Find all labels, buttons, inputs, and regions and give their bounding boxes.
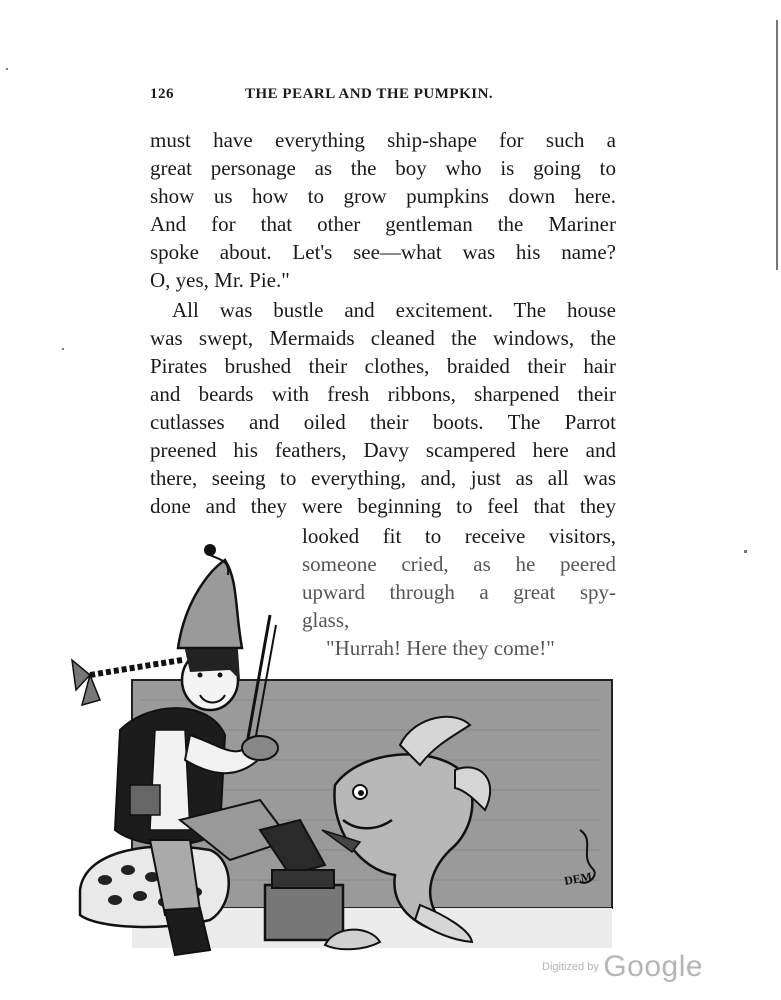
text-line: great personage as the boy who is going to [150,156,616,180]
watermark-brand: Google [603,950,704,983]
pirate-and-fish-illustration [60,530,620,970]
text-line: upward through a great spy- [302,580,616,604]
text-line: show us how to grow pumpkins down here. [150,184,616,208]
text-line: must have everything ship-shape for such a [150,128,616,152]
text-line: there, seeing to everything, and, just as all was [150,466,616,490]
scan-dust [6,68,8,70]
text-line: cutlasses and oiled their boots. The Parrot [150,410,616,434]
dialogue-line: "Hurrah! Here they come!" [326,636,555,660]
scan-edge-mark [776,20,778,270]
text-line: looked fit to receive visitors, [302,524,616,548]
scan-dust [62,348,64,350]
text-line: preened his feathers, Davy scampered here and [150,438,616,462]
paragraph-first-line: All was bustle and excitement. The house [172,298,616,322]
crate [265,885,343,940]
watermark-prefix: Digitized by [542,961,599,973]
text-line: someone cried, as he peered [302,552,616,576]
hat-pompom [204,544,216,556]
text-line: Pirates brushed their clothes, braided their hair [150,354,616,378]
page-number: 126 [150,86,174,102]
scan-dust [744,550,747,553]
text-line: spoke about. Let's see—what was his name? [150,240,616,264]
google-watermark [542,950,703,986]
text-line: and beards with fresh ribbons, sharpened their [150,382,616,406]
text-line: glass, [302,608,350,632]
text-line: done and they were beginning to feel that they [150,494,616,518]
text-line: And for that other gentleman the Mariner [150,212,616,236]
text-line: was swept, Mermaids cleaned the windows, the [150,326,616,350]
running-title: THE PEARL AND THE PUMPKIN. [245,86,494,102]
page-header [150,86,530,106]
text-line: O, yes, Mr. Pie." [150,268,290,292]
artist-signature: DEM [563,869,594,888]
